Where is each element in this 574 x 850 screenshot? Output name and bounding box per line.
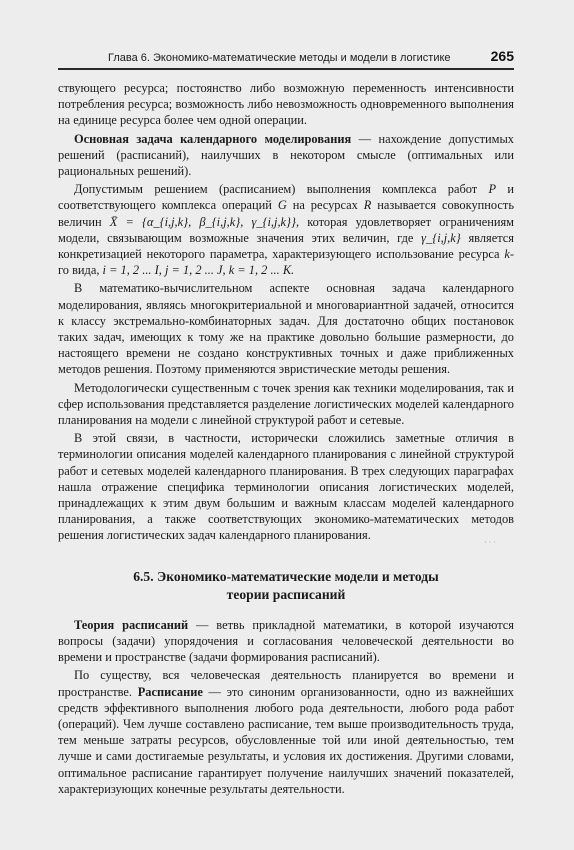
defined-term: Теория расписаний	[74, 617, 189, 632]
page-body	[58, 80, 514, 797]
section-heading-line: теории расписаний	[226, 586, 346, 602]
paragraph-text: — это синоним организованности, одно из важнейших средств эффективного выполнения любого рода деятельности, любого рода работ (операций). Чем лучше составлено расписание, тем выше производительность труда, тем меньше затраты ресурсов, обусловленные той или иной деятельностью, тем лучше и сами достигаемые результаты, и условия их достижения. Другими словами, оптимальное расписание гарантирует получение наилучших значений показателей, характеризующих конечные результаты деятельности.	[58, 684, 514, 796]
paragraph-text: — нахождение допустимых решений (расписаний), наилучших в некотором смысле (оптимальных или рациональных решений).	[58, 131, 514, 179]
paragraph-text: — ветвь прикладной математики, в которой изучаются вопросы (задачи) упорядочения и согласования человеческой деятельности во времени и пространстве (задачи формирования расписаний).	[58, 617, 514, 665]
scan-artifact: · · ·	[484, 538, 496, 547]
math-var: R	[363, 198, 372, 213]
paragraph-text: называется совокупность величин	[58, 198, 514, 229]
paragraph-text: , которая удовлетворяет ограничениям модели, связывающим возможные значения этих величин, где	[58, 214, 514, 245]
paragraph	[58, 131, 514, 180]
paragraph-text: и соответствующего комплекса операций	[58, 182, 514, 213]
paragraph-text: Допустимым решением (расписанием) выполнения комплекса работ	[74, 182, 489, 197]
math-var: G	[277, 198, 287, 213]
paragraph: В математико-вычислительном аспекте основная задача календарного моделирования, являясь многокритериальной и многовариантной задачей, относится к классу экстремально-комбинаторных задач. Для достаточно общих постановок таких задач, имеющих к тому же на практике довольно большие размерности, до настоящего времени не создано конструктивных точных и даже приближенных методов решения. Поэтому применяются эвристические методы решения.	[58, 281, 514, 377]
index-ranges: i = 1, 2 ... I, j = 1, 2 ... J, k = 1, 2 ... K.	[102, 263, 295, 278]
running-header	[58, 48, 514, 70]
paragraph-text: является конкретизацией некоторого параметра, характеризующего использование ресурса	[58, 230, 514, 262]
paragraph	[58, 667, 514, 797]
page-number: 265	[490, 48, 514, 64]
formula: X̄ = {α_{i,j,k}, β_{i,j,k}, γ_{i,j,k}}	[109, 214, 296, 229]
paragraph-text: По существу, вся человеческая деятельность планируется во времени и пространстве.	[58, 668, 514, 699]
math-var: P	[488, 182, 497, 197]
defined-term: Расписание	[137, 684, 203, 699]
chapter-title: Глава 6. Экономико-математические методы и модели в логистике	[108, 52, 451, 64]
defined-term: Основная задача календарного моделирования	[74, 131, 352, 146]
paragraph	[58, 181, 514, 278]
math-var: k	[504, 247, 510, 262]
paragraph-text: -го вида,	[58, 247, 514, 278]
paragraph-text: на ресурсах	[286, 198, 364, 213]
math-var: γ_{i,j,k}	[421, 230, 461, 245]
paragraph: Методологически существенным с точек зрения как техники моделирования, так и сфер использования представляется разделение логистических моделей календарного планирования на модели с линейной структурой работ и сетевые.	[58, 380, 514, 428]
section-heading-line: 6.5. Экономико-математические модели и методы	[133, 568, 439, 584]
paragraph: В этой связи, в частности, исторически сложились заметные отличия в терминологии описания моделей календарного планирования с линейной структурой работ и сетевых моделей календарного планирования. В трех следующих параграфах нашла отражение специфика терминологии описания логистических моделей, принадлежащих к этим двум большим и важным классам моделей календарного планирования, а также соответствующих экономико-математических методов решения логистических задач календарного планирования.	[58, 431, 514, 543]
section-heading	[58, 568, 514, 604]
paragraph: ствующего ресурса; постоянство либо возможную переменность интенсивности потребления ресурса; возможность либо невозможность одновременного выполнения на единице ресурса более чем одной операции.	[58, 81, 514, 128]
paragraph	[58, 617, 514, 666]
